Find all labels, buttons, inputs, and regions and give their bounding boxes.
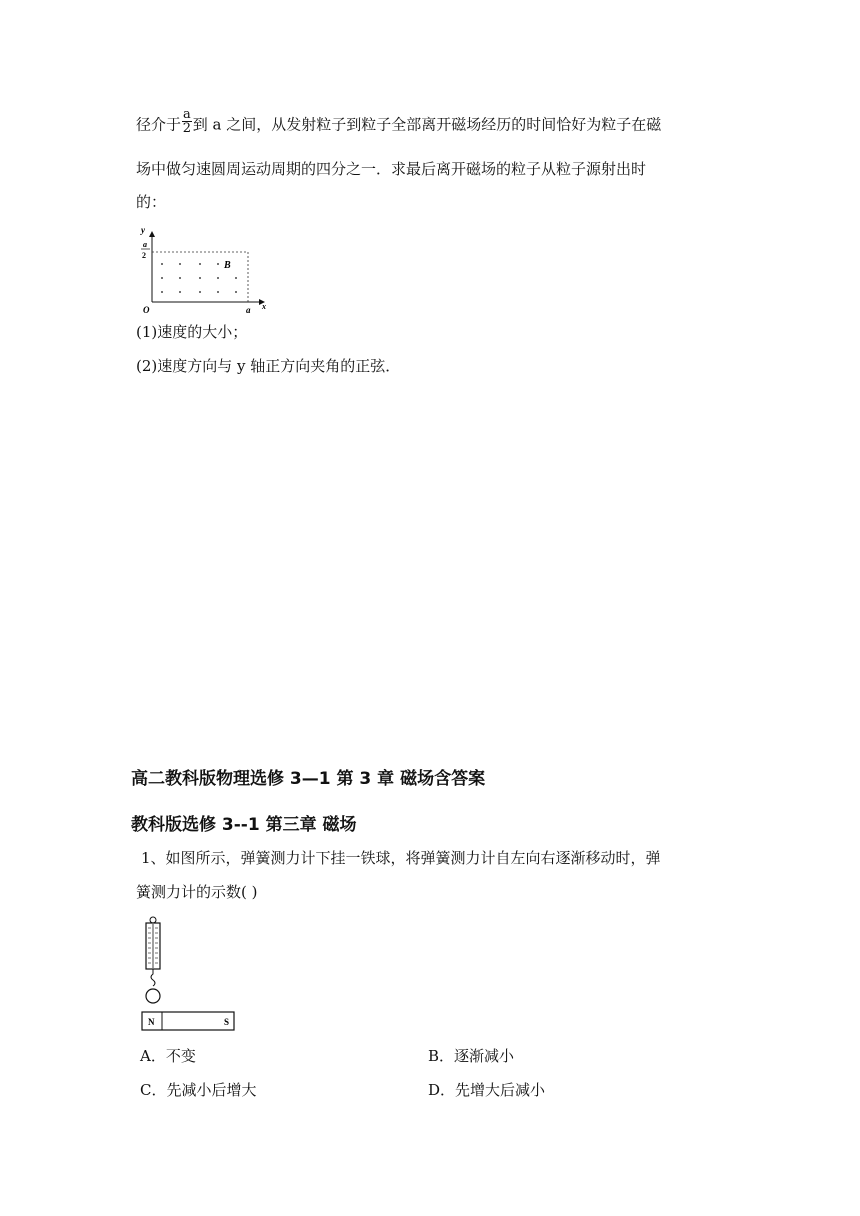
sub-question-1: (1)速度的大小； [136, 323, 248, 341]
problem-line-1 [136, 107, 662, 139]
section-title: 教科版选修 3--1 第三章 磁场 [131, 815, 357, 835]
magnet-s-pole: S [224, 1017, 230, 1027]
x-axis-label: x [262, 302, 266, 311]
text-segment: 径介于 [136, 115, 182, 134]
fraction [182, 108, 192, 135]
problem-line-2: 场中做匀速圆周运动周期的四分之一．求最后离开磁场的粒子从粒子源射出时 [136, 160, 647, 178]
question-1-line-2: 簧测力计的示数( ) [136, 883, 258, 901]
fraction-denominator: 2 [182, 121, 192, 136]
y-axis-label: y [141, 225, 145, 235]
origin-label: O [143, 305, 150, 314]
iron-ball [146, 989, 160, 1003]
option-b[interactable]: B．逐渐减小 [428, 1047, 515, 1065]
magnetic-field-figure [136, 222, 276, 314]
hook-icon [151, 969, 155, 986]
document-title: 高二教科版物理选修 3—1 第 3 章 磁场含答案 [131, 769, 486, 789]
magnet-n-pole: N [148, 1017, 155, 1027]
bar-magnet [142, 1012, 234, 1030]
question-1-line-1: 1、如图所示，弹簧测力计下挂一铁球，将弹簧测力计自左向右逐渐移动时，弹 [141, 849, 661, 867]
sub-question-2: (2)速度方向与 y 轴正方向夹角的正弦． [136, 357, 401, 375]
field-label: B [224, 260, 231, 271]
half-a-numerator: a [143, 240, 147, 249]
half-a-denominator: 2 [142, 251, 146, 260]
option-a[interactable]: A．不变 [140, 1047, 196, 1065]
text-segment: 到 a 之间，从发射粒子到粒子全部离开磁场经历的时间恰好为粒子在磁 [192, 115, 662, 134]
top-ring-icon [150, 917, 156, 923]
option-c[interactable]: C．先减小后增大 [140, 1081, 257, 1099]
problem-line-3: 的： [136, 193, 167, 211]
spring-scale-figure [138, 914, 242, 1034]
fraction-numerator: a [183, 107, 191, 122]
x-a-label: a [246, 305, 251, 314]
option-d[interactable]: D．先增大后减小 [428, 1081, 546, 1099]
